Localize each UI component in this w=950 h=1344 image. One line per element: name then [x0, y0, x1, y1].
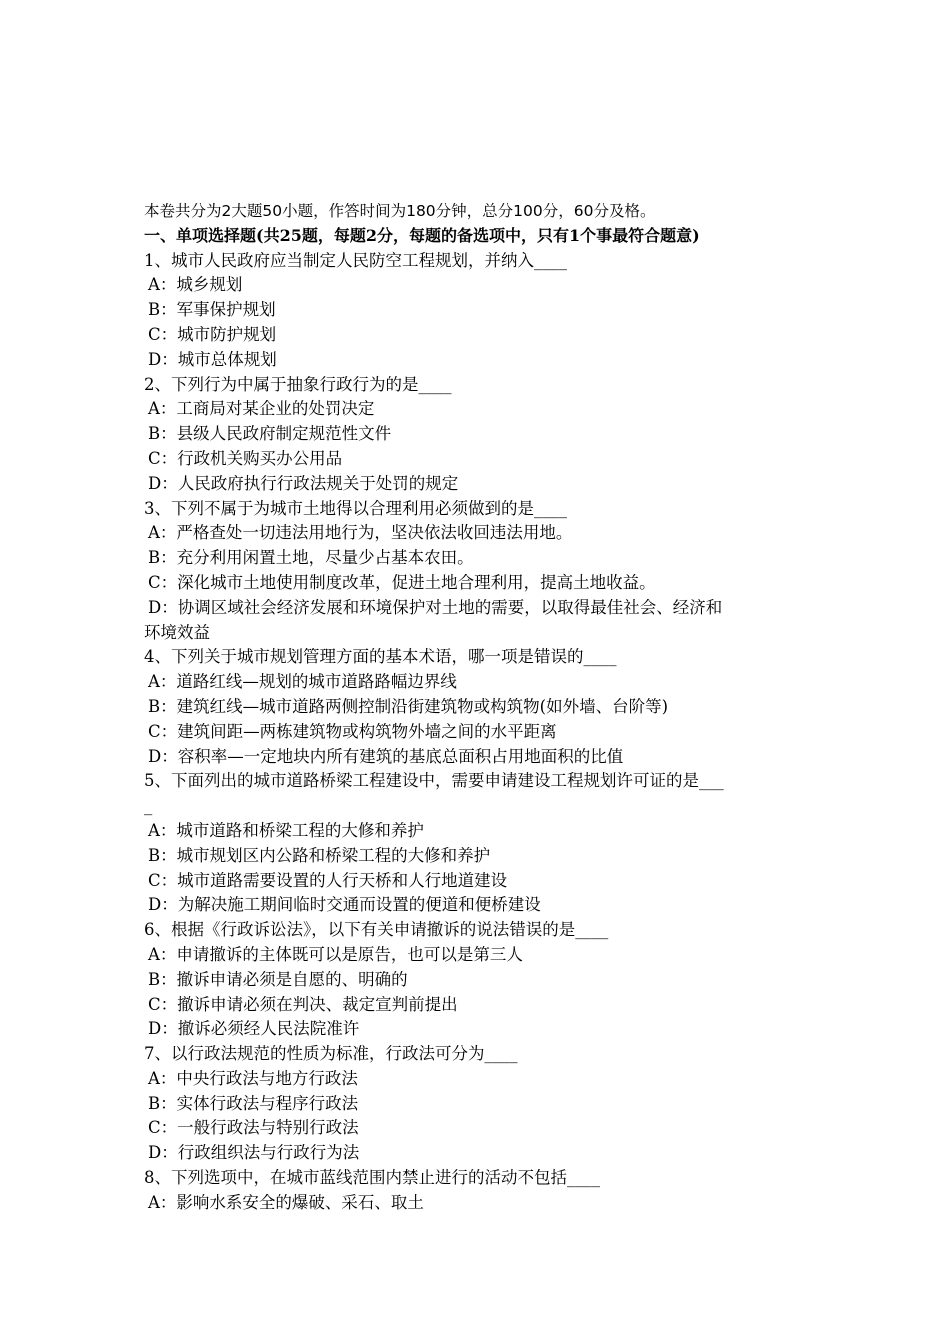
option-b: B：充分利用闲置土地，尽量少占基本农田。: [148, 548, 474, 568]
question-3: [144, 497, 816, 646]
exam-intro: 本卷共分为2大题50小题，作答时间为180分钟，总分100分，60分及格。: [144, 202, 656, 220]
option-a: A：影响水系安全的爆破、采石、取土: [148, 1192, 424, 1212]
option-b: B：建筑红线—城市道路两侧控制沿街建筑物或构筑物(如外墙、台阶等): [148, 696, 668, 716]
option-a: A：严格查处一切违法用地行为，坚决依法收回违法用地。: [148, 523, 573, 543]
question-stem: 5、下面列出的城市道路桥梁工程建设中，需要申请建设工程规划许可证的是___: [144, 771, 724, 791]
option-c: C：行政机关购买办公用品: [148, 448, 343, 468]
option-c: C：城市道路需要设置的人行天桥和人行地道建设: [148, 870, 508, 890]
option-a: A：申请撤诉的主体既可以是原告，也可以是第三人: [148, 944, 523, 964]
question-stem: 8、下列选项中，在城市蓝线范围内禁止进行的活动不包括____: [144, 1168, 600, 1188]
option-a: A：城市道路和桥梁工程的大修和养护: [148, 820, 424, 840]
option-c: C：城市防护规划: [148, 324, 277, 344]
option-b: B：城市规划区内公路和桥梁工程的大修和养护: [148, 845, 491, 865]
question-stem: 2、下列行为中属于抽象行政行为的是____: [144, 374, 452, 394]
option-c: C：建筑间距—两栋建筑物或构筑物外墙之间的水平距离: [148, 721, 557, 741]
question-stem-continued: _: [144, 796, 153, 816]
option-d: D：城市总体规划: [148, 349, 277, 369]
option-d: D：行政组织法与行政行为法: [148, 1143, 360, 1163]
question-stem: 6、根据《行政诉讼法》，以下有关申请撤诉的说法错误的是____: [144, 920, 609, 940]
question-8: [144, 1166, 816, 1216]
option-a: A：工商局对某企业的处罚决定: [148, 399, 375, 419]
option-c: C：深化城市土地使用制度改革，促进土地合理利用，提高土地收益。: [148, 572, 656, 592]
question-7: [144, 1042, 816, 1166]
option-a: A：中央行政法与地方行政法: [148, 1068, 358, 1088]
question-1: [144, 249, 816, 373]
option-a: A：道路红线—规划的城市道路路幅边界线: [148, 672, 457, 692]
option-a: A：城乡规划: [148, 275, 243, 295]
option-d-continued: 环境效益: [144, 622, 210, 642]
document-page: [144, 199, 816, 1216]
option-b: B：县级人民政府制定规范性文件: [148, 424, 392, 444]
question-stem: 3、下列不属于为城市土地得以合理利用必须做到的是____: [144, 498, 567, 518]
question-5: [144, 769, 816, 918]
option-b: B：实体行政法与程序行政法: [148, 1093, 359, 1113]
section-title: 一、单项选择题(共25题，每题2分，每题的备选项中，只有1个事最符合题意): [144, 225, 700, 245]
question-stem: 1、城市人民政府应当制定人民防空工程规划，并纳入____: [144, 250, 567, 270]
option-d: D：协调区域社会经济发展和环境保护对土地的需要，以取得最佳社会、经济和: [148, 597, 723, 617]
question-6: [144, 918, 816, 1042]
option-c: C：一般行政法与特别行政法: [148, 1118, 359, 1138]
option-d: D：撤诉必须经人民法院准许: [148, 1019, 360, 1039]
option-b: B：军事保护规划: [148, 300, 276, 320]
option-c: C：撤诉申请必须在判决、裁定宣判前提出: [148, 994, 458, 1014]
option-d: D：容积率—一定地块内所有建筑的基底总面积占用地面积的比值: [148, 746, 624, 766]
question-stem: 4、下列关于城市规划管理方面的基本术语，哪一项是错误的____: [144, 647, 617, 667]
option-d: D：人民政府执行行政法规关于处罚的规定: [148, 473, 459, 493]
option-d: D：为解决施工期间临时交通而设置的便道和便桥建设: [148, 895, 541, 915]
question-2: [144, 373, 816, 497]
question-stem: 7、以行政法规范的性质为标准，行政法可分为____: [144, 1044, 518, 1064]
option-b: B：撤诉申请必须是自愿的、明确的: [148, 969, 408, 989]
question-4: [144, 645, 816, 769]
